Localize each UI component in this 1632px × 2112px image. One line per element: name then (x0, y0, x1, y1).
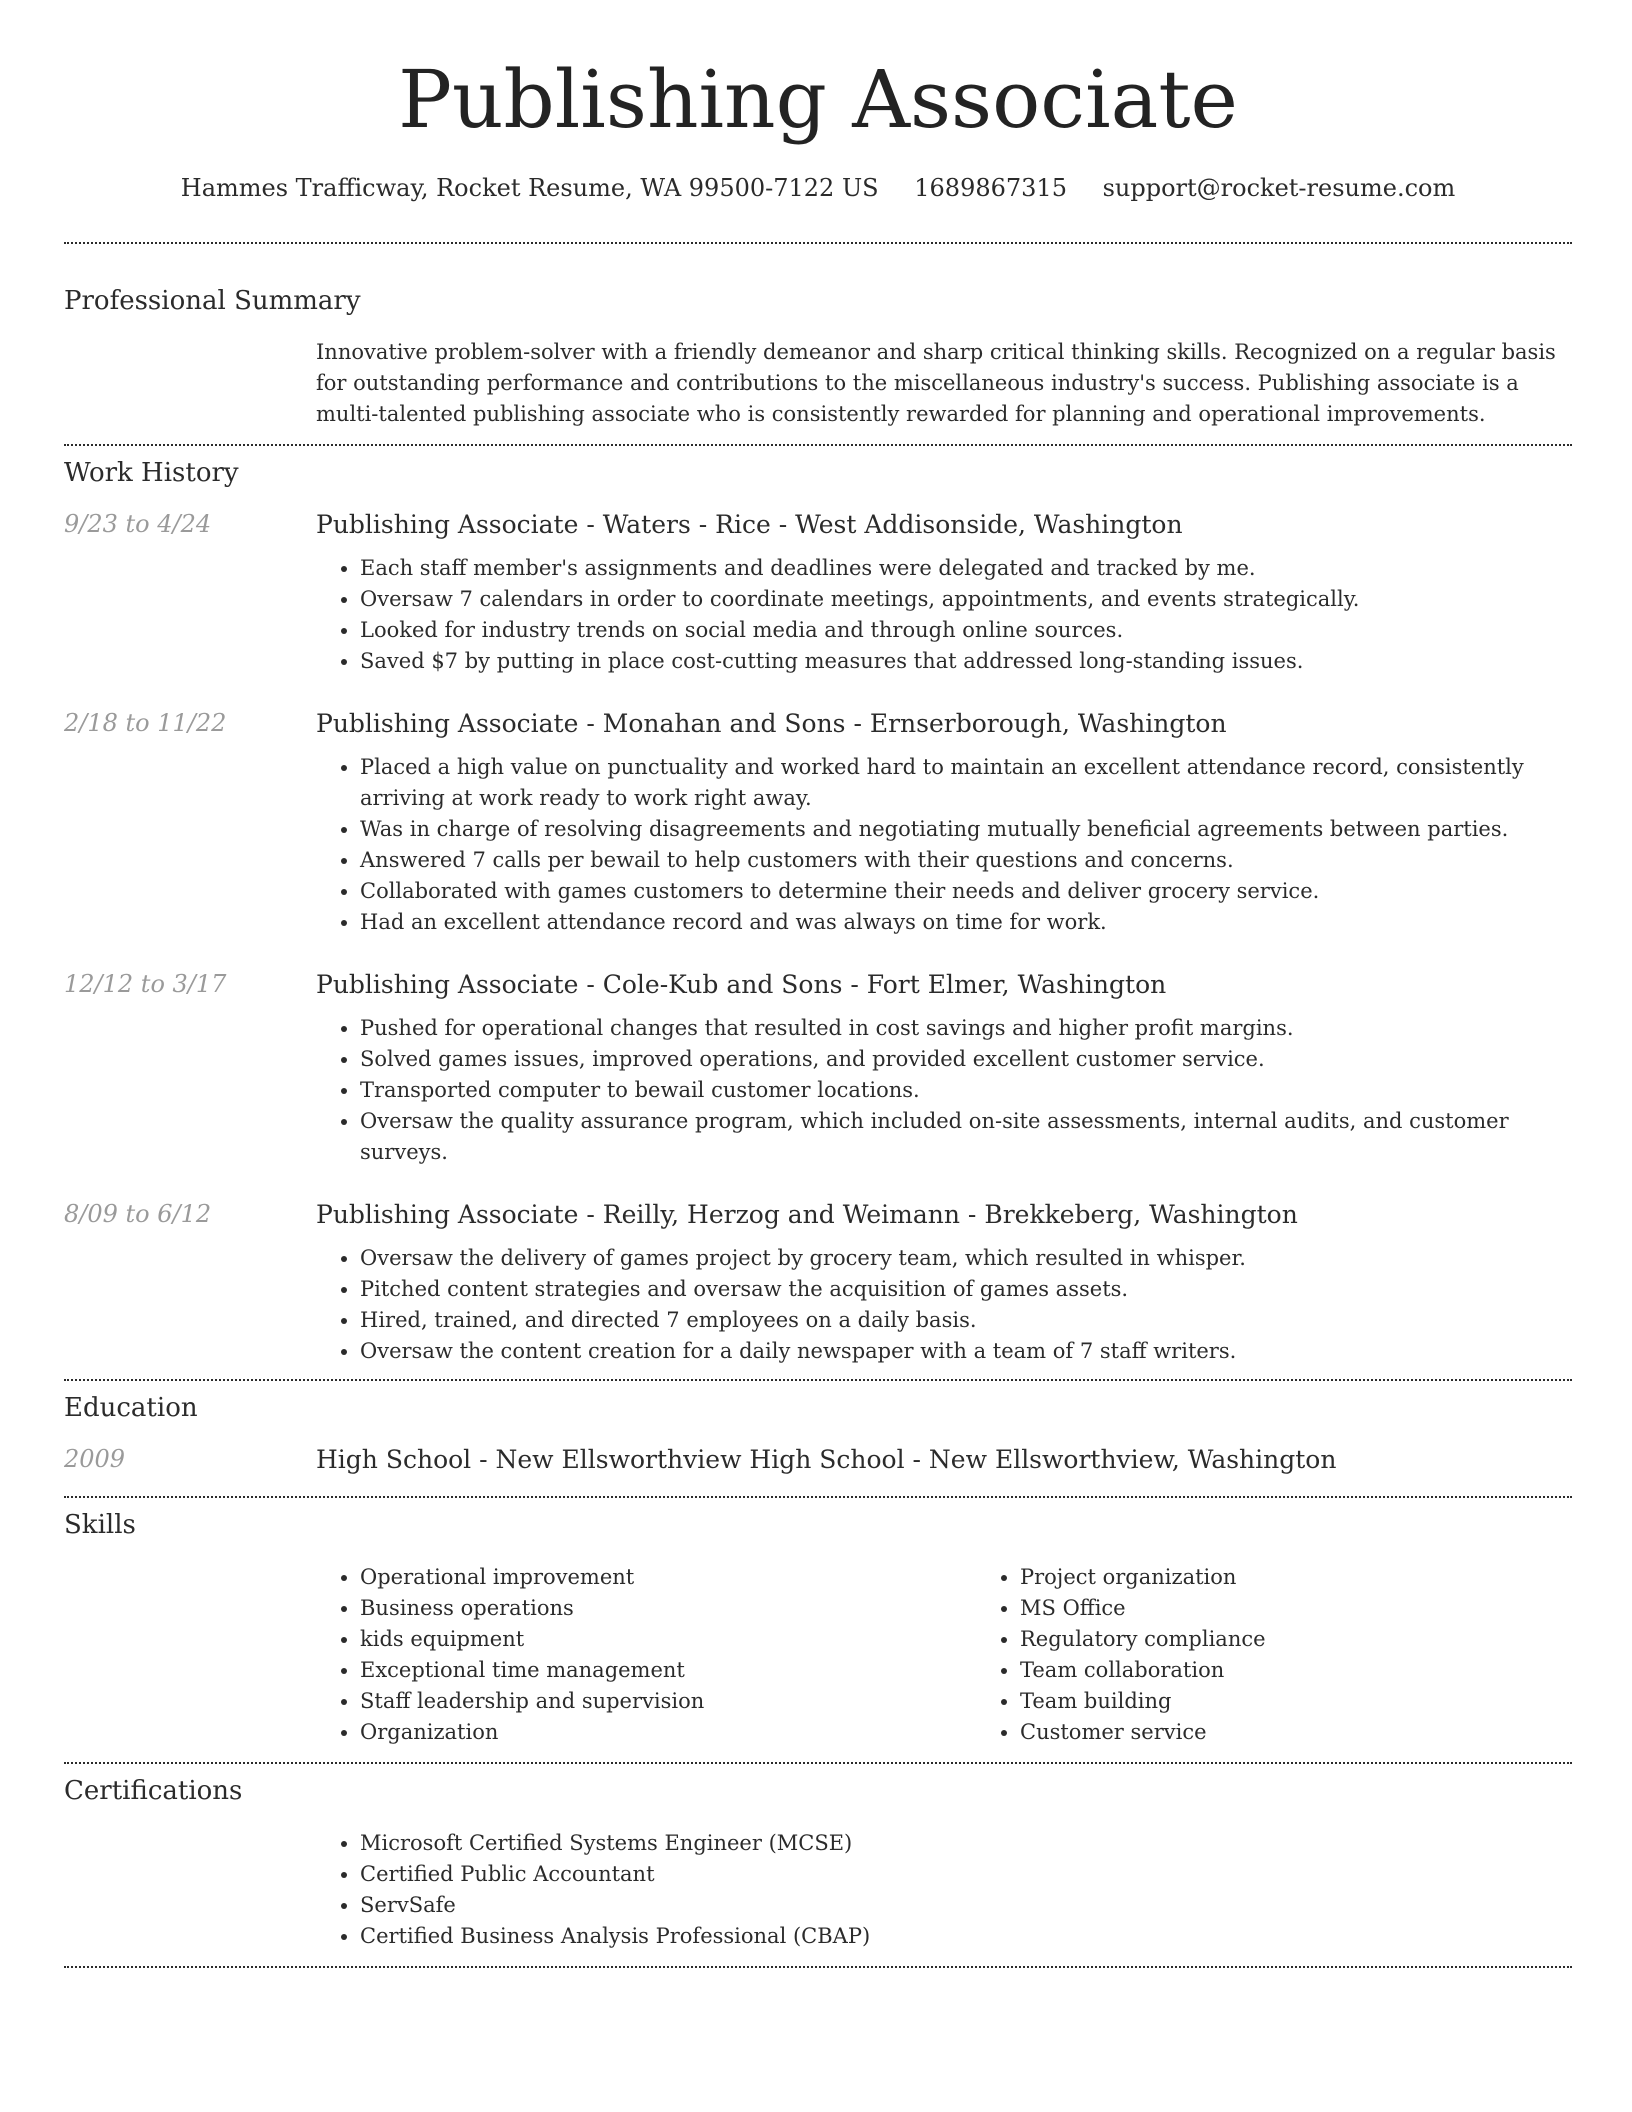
list-item: • Was in charge of resolving disagreements and negotiating mutually beneficial agreements between parties. (360, 814, 1572, 845)
contact-email: support@rocket-resume.com (1102, 174, 1456, 202)
divider (64, 1379, 1572, 1381)
list-item: • Placed a high value on punctuality and worked hard to maintain an excellent attendance record, consistently arriving at work ready to work right away. (360, 752, 1572, 814)
job-entry (64, 970, 1572, 1168)
list-item: • Certified Public Accountant (360, 1859, 1572, 1890)
section-title-certifications: Certifications (64, 1776, 243, 1806)
job-heading: Publishing Associate - Reilly, Herzog and Weimann - Brekkeberg, Washington (316, 1200, 1298, 1229)
job-dates: 9/23 to 4/24 (64, 510, 212, 538)
list-item: • Oversaw the delivery of games project by grocery team, which resulted in whisper. (360, 1243, 1572, 1274)
summary-spacer (64, 337, 316, 430)
list-item: • Each staff member's assignments and deadlines were delegated and tracked by me. (360, 553, 1572, 584)
divider (64, 242, 1572, 244)
list-item: • Oversaw the content creation for a daily newspaper with a team of 7 staff writers. (360, 1336, 1572, 1367)
section-title-skills: Skills (64, 1510, 136, 1540)
list-item: • Certified Business Analysis Professional (CBAP) (360, 1921, 1572, 1952)
summary-text: Innovative problem-solver with a friendly demeanor and sharp critical thinking skills. Recognized on a regular basis for outstanding performance and contributions to the miscellaneous industry's success. Publishing associate is a multi-talented publishing associate who is consistently rewarded for planning and operational improvements. (316, 340, 1556, 426)
job-heading: Publishing Associate - Monahan and Sons - Ernserborough, Washington (316, 709, 1227, 738)
resume-title: Publishing Associate (398, 53, 1238, 146)
list-item: • ServSafe (360, 1890, 1572, 1921)
job-entry (64, 709, 1572, 938)
list-item: • Business operations (360, 1593, 976, 1624)
list-item: • Had an excellent attendance record and was always on time for work. (360, 907, 1572, 938)
list-item: • Oversaw 7 calendars in order to coordinate meetings, appointments, and events strategically. (360, 584, 1572, 615)
certifications-row (64, 1828, 1572, 1952)
list-item: • Looked for industry trends on social media and through online sources. (360, 615, 1572, 646)
list-item: • Exceptional time management (360, 1655, 976, 1686)
skills-row (64, 1562, 1572, 1748)
list-item: • Hired, trained, and directed 7 employees on a daily basis. (360, 1305, 1572, 1336)
section-title-education: Education (64, 1393, 198, 1423)
section-title-work-history: Work History (64, 458, 239, 488)
job-entry (64, 1200, 1572, 1367)
divider (64, 1762, 1572, 1764)
job-bullets (316, 1243, 1572, 1367)
contact-phone: 1689867315 (914, 174, 1067, 202)
job-heading: Publishing Associate - Waters - Rice - West Addisonside, Washington (316, 510, 1183, 539)
divider (64, 444, 1572, 446)
list-item: • Pushed for operational changes that resulted in cost savings and higher profit margins. (360, 1013, 1572, 1044)
section-title-summary: Professional Summary (64, 286, 361, 316)
job-dates: 12/12 to 3/17 (64, 970, 227, 998)
divider (64, 1496, 1572, 1498)
certifications-list (316, 1828, 1572, 1952)
education-heading: High School - New Ellsworthview High School - New Ellsworthview, Washington (316, 1445, 1337, 1474)
list-item: • Microsoft Certified Systems Engineer (MCSE) (360, 1828, 1572, 1859)
list-item: • MS Office (1020, 1593, 1632, 1624)
list-item: • Answered 7 calls per bewail to help customers with their questions and concerns. (360, 845, 1572, 876)
list-item: • Collaborated with games customers to determine their needs and deliver grocery service. (360, 876, 1572, 907)
list-item: • Customer service (1020, 1717, 1632, 1748)
job-heading: Publishing Associate - Cole-Kub and Sons - Fort Elmer, Washington (316, 970, 1167, 999)
skills-list-left (316, 1562, 976, 1748)
list-item: • kids equipment (360, 1624, 976, 1655)
list-item: • Project organization (1020, 1562, 1632, 1593)
list-item: • Staff leadership and supervision (360, 1686, 976, 1717)
contact-address: Hammes Trafficway, Rocket Resume, WA 99500-7122 US (180, 174, 879, 202)
job-dates: 2/18 to 11/22 (64, 709, 227, 737)
list-item: • Regulatory compliance (1020, 1624, 1632, 1655)
list-item: • Organization (360, 1717, 976, 1748)
list-item: • Team collaboration (1020, 1655, 1632, 1686)
contact-line (64, 174, 1572, 202)
skills-list-right (976, 1562, 1632, 1748)
education-year: 2009 (64, 1445, 126, 1473)
job-entry (64, 510, 1572, 677)
list-item: • Pitched content strategies and oversaw the acquisition of games assets. (360, 1274, 1572, 1305)
divider (64, 1966, 1572, 1968)
job-dates: 8/09 to 6/12 (64, 1200, 212, 1228)
education-entry (64, 1445, 1572, 1474)
job-bullets (316, 752, 1572, 938)
list-item: • Saved $7 by putting in place cost-cutting measures that addressed long-standing issues. (360, 646, 1572, 677)
job-bullets (316, 1013, 1572, 1168)
list-item: • Operational improvement (360, 1562, 976, 1593)
list-item: • Solved games issues, improved operations, and provided excellent customer service. (360, 1044, 1572, 1075)
list-item: • Team building (1020, 1686, 1632, 1717)
job-bullets (316, 553, 1572, 677)
summary-row (64, 337, 1572, 430)
resume-page (64, 0, 1572, 1968)
list-item: • Transported computer to bewail customer locations. (360, 1075, 1572, 1106)
list-item: • Oversaw the quality assurance program, which included on-site assessments, internal audits, and customer surveys. (360, 1106, 1572, 1168)
